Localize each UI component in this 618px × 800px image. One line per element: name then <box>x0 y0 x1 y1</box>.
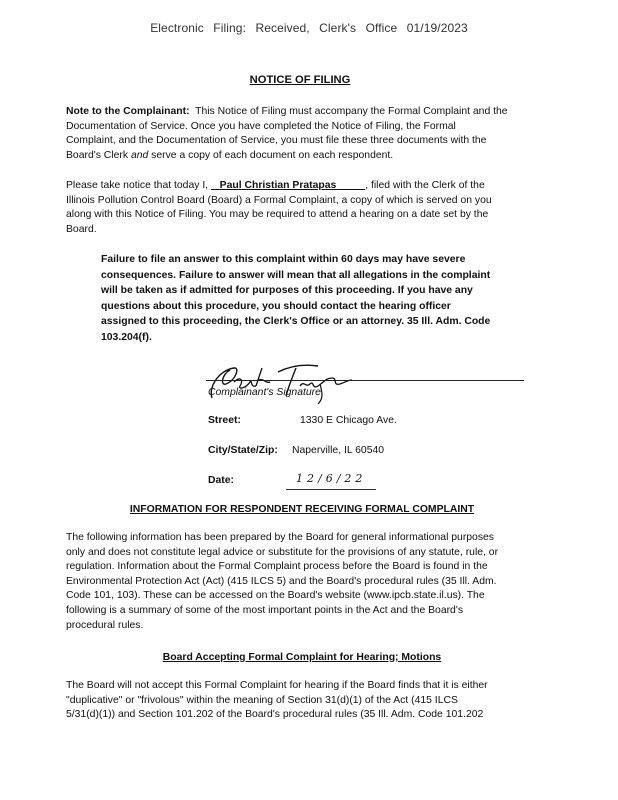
page-title: NOTICE OF FILING <box>249 74 351 86</box>
note-line-4-before: Board's Clerk <box>66 149 131 161</box>
notice-prefix: Please take notice that today I, <box>66 180 211 191</box>
complainant-name-field <box>211 180 365 191</box>
notice-paragraph <box>66 179 536 237</box>
notice-line-1 <box>66 179 536 194</box>
motions-paragraph <box>66 679 536 723</box>
warning-line: assigned to this proceeding, the Clerk's Office or an attorney. 35 Ill. Adm. Code <box>101 316 491 327</box>
city-state-zip-label: City/State/Zip: <box>208 445 278 456</box>
note-line-4 <box>66 149 536 164</box>
notice-line-2: Illinois Pollution Control Board (Board) a Formal Complaint, a copy of which is served on you <box>66 194 492 206</box>
note-line-1 <box>66 105 536 120</box>
notice-line-3: along with this Notice of Filing. You may be required to attend a hearing on a date set by the <box>66 209 489 221</box>
electronic-filing-header: Electronic Filing: Received, Clerk's Office 01/19/2023 <box>150 21 468 35</box>
info-line: following is a summary of some of the most important points in the Act and the Board's <box>66 604 464 616</box>
warning-line: Failure to file an answer to this complaint within 60 days may have severe <box>101 254 466 265</box>
note-paragraph <box>66 105 536 163</box>
street-value: 1330 E Chicago Ave. <box>300 415 397 426</box>
note-line-4-after: serve a copy of each document on each respondent. <box>148 149 394 161</box>
date-line <box>286 489 376 490</box>
note-line-2: Documentation of Service. Once you have completed the Notice of Filing, the Formal <box>66 120 456 132</box>
city-state-zip-value: Naperville, IL 60540 <box>292 445 385 456</box>
info-line: Environmental Protection Act (Act) (415 ILCS 5) and the Board's procedural rules (35 Ill. Adm. <box>66 575 497 587</box>
info-line: regulation. Information about the Formal Complaint process before the Board is found in the <box>66 561 488 573</box>
warning-line: 103.204(f). <box>101 331 152 343</box>
signature-line <box>206 380 524 381</box>
info-paragraph <box>66 531 536 633</box>
note-line-4-italic: and <box>130 149 149 161</box>
notice-suffix: , filed with the Clerk of the <box>365 180 485 191</box>
info-heading: INFORMATION FOR RESPONDENT RECEIVING FORMAL COMPLAINT <box>129 504 475 515</box>
motions-line: "duplicative" or "frivolous" within the meaning of Section 31(d)(1) of the Act (415 ILCS <box>66 694 458 706</box>
notice-line-4: Board. <box>66 223 97 235</box>
note-label: Note to the Complainant: <box>66 106 190 117</box>
motions-line: 5/31(d)(1)) and Section 101.202 of the Board's procedural rules (35 Ill. Adm. Code 101.202 <box>66 709 484 721</box>
warning-line: questions about this procedure, you should contact the hearing officer <box>101 300 451 312</box>
motions-line: The Board will not accept this Formal Complaint for hearing if the Board finds that it is either <box>66 680 488 691</box>
handwritten-date: 12/6/22 <box>296 472 367 485</box>
info-line: The following information has been prepared by the Board for general informational purposes <box>66 532 495 543</box>
note-line-3: Complaint, and the Documentation of Service, you must file these three documents with the <box>66 135 487 147</box>
street-label: Street: <box>208 415 241 426</box>
signature-label: Complainant's Signature <box>208 387 321 398</box>
warning-line: consequences. Failure to answer will mean that all allegations in the complaint <box>101 269 491 281</box>
warning-line: will be taken as if admitted for purposes of this proceeding. If you have any <box>101 285 473 296</box>
motions-heading: Board Accepting Formal Complaint for Hearing; Motions <box>162 652 442 663</box>
note-line-1-text: This Notice of Filing must accompany the Formal Complaint and the <box>195 106 508 117</box>
complainant-name: Paul Christian Pratapas <box>219 180 337 191</box>
warning-paragraph <box>101 252 511 345</box>
info-line: only and does not constitute legal advice or substitute for the provisions of any statute, rule, or <box>66 546 499 558</box>
info-line: Code 101, 103). These can be accessed on the Board's website (www.ipcb.state.il.us). The <box>66 590 485 602</box>
info-line: procedural rules. <box>66 619 144 631</box>
date-label: Date: <box>208 475 234 486</box>
